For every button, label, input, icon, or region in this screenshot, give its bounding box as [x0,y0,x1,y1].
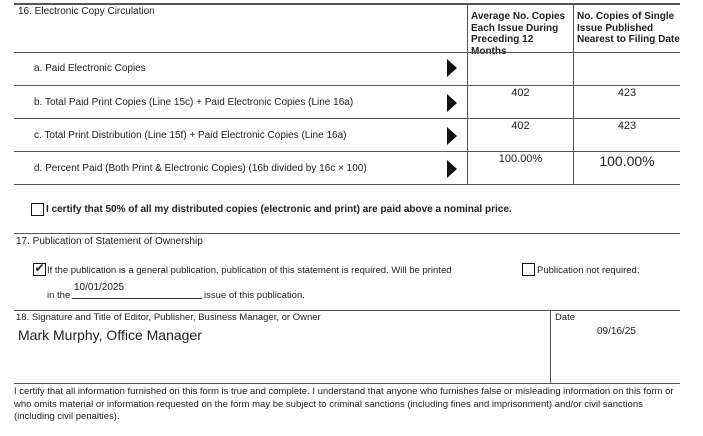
row-b-single-value[interactable]: 423 [617,87,637,99]
column-header-average: Average No. Copies Each Issue During Preceding 12 Months [471,11,566,57]
date-label: Date [555,312,576,323]
issue-date-field-line [72,298,202,299]
row-divider [14,85,680,86]
column-header-single-issue: No. Copies of Single Issue Published Nearest to Filing Date [577,11,680,45]
publication-not-required-checkbox[interactable] [522,263,535,276]
row-b-label: b. Total Paid Print Copies (Line 15c) + Paid Electronic Copies (Line 16a) [34,97,354,108]
row-a-label: a. Paid Electronic Copies [34,63,146,74]
row-c-average-value[interactable]: 402 [511,120,530,132]
section-divider [14,383,680,384]
row-b-average-value[interactable]: 402 [511,87,530,99]
issue-date-field[interactable]: 10/01/2025 [74,282,125,293]
row-d-label: d. Percent Paid (Both Print & Electronic Copies) (16b divided by 16c × 100) [34,163,367,174]
certify-50-percent-checkbox[interactable] [31,203,44,216]
date-column-divider [550,310,551,383]
section-17-title: 17. Publication of Statement of Ownership [16,236,203,247]
table-top-border [14,3,680,5]
arrow-right-icon [447,160,457,178]
section-18-title: 18. Signature and Title of Editor, Publisher, Business Manager, or Owner [16,312,321,323]
section-divider [14,310,680,311]
table-bottom-border [14,184,680,185]
publication-required-checkbox[interactable] [33,263,46,276]
section-16-title: 16. Electronic Copy Circulation [18,6,155,17]
publication-not-required-label: Publication not required. [537,265,640,276]
certify-50-percent-label: I certify that 50% of all my distributed copies (electronic and print) are paid above a nominal price. [46,204,512,215]
date-field[interactable]: 09/16/25 [597,326,636,337]
row-d-average-value[interactable]: 100.00% [498,153,543,165]
row-divider [14,151,680,152]
arrow-right-icon [447,127,457,145]
row-c-label: c. Total Print Distribution (Line 15f) + Paid Electronic Copies (Line 16a) [34,130,347,141]
row-divider [14,118,680,119]
issue-suffix-label: issue of this publication. [204,290,305,301]
signature-field[interactable]: Mark Murphy, Office Manager [18,327,202,343]
publication-required-label: If the publication is a general publication, publication of this statement is required. Will be printed [47,265,452,276]
row-divider [14,52,680,53]
certification-statement: I certify that all information furnished on this form is true and complete. I understand that anyone who furnishes false or misleading information on this form or who omits material or information requested on the form may be subject to criminal sanctions (including fines and imprisonment) and/or civil sanctions (including civil penalties). [14,386,674,422]
arrow-right-icon [447,94,457,112]
row-c-single-value[interactable]: 423 [617,120,637,132]
in-the-label: in the [47,290,71,301]
section-divider [14,233,680,234]
checkmark-icon: ✔ [34,261,45,275]
row-d-single-value[interactable]: 100.00% [599,153,655,169]
arrow-right-icon [447,59,457,77]
